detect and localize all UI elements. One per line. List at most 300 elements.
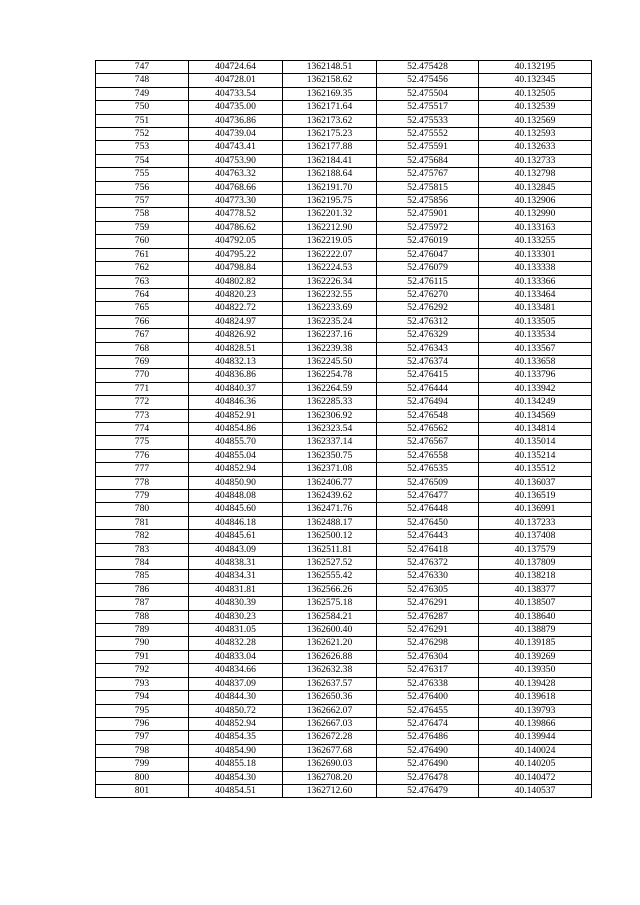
point-number-cell: 768 [96,342,189,355]
point-number-cell: 781 [96,516,189,529]
table-row [96,704,592,717]
x-coordinate-cell: 404843.09 [189,543,283,556]
y-coordinate-cell: 1362224.53 [283,262,377,275]
x-coordinate-cell: 404848.08 [189,490,283,503]
latitude-cell: 52.475856 [377,195,479,208]
x-coordinate-cell: 404852.94 [189,717,283,730]
x-coordinate-cell: 404822.72 [189,302,283,315]
point-number-cell: 747 [96,61,189,74]
table-row [96,691,592,704]
latitude-cell: 52.475552 [377,128,479,141]
point-number-cell: 787 [96,597,189,610]
longitude-cell: 40.132569 [479,114,592,127]
point-number-cell: 801 [96,784,189,797]
x-coordinate-cell: 404736.86 [189,114,283,127]
table-row [96,262,592,275]
longitude-cell: 40.133796 [479,369,592,382]
point-number-cell: 796 [96,717,189,730]
table-row [96,744,592,757]
point-number-cell: 790 [96,637,189,650]
y-coordinate-cell: 1362323.54 [283,422,377,435]
longitude-cell: 40.138377 [479,583,592,596]
table-row [96,329,592,342]
longitude-cell: 40.138640 [479,610,592,623]
point-number-cell: 748 [96,74,189,87]
table-row [96,275,592,288]
y-coordinate-cell: 1362169.35 [283,87,377,100]
y-coordinate-cell: 1362219.05 [283,235,377,248]
latitude-cell: 52.476548 [377,409,479,422]
point-number-cell: 800 [96,771,189,784]
point-number-cell: 761 [96,248,189,261]
point-number-cell: 753 [96,141,189,154]
point-number-cell: 769 [96,355,189,368]
x-coordinate-cell: 404836.86 [189,369,283,382]
x-coordinate-cell: 404840.37 [189,382,283,395]
point-number-cell: 792 [96,664,189,677]
table-row [96,422,592,435]
longitude-cell: 40.139618 [479,691,592,704]
point-number-cell: 791 [96,650,189,663]
y-coordinate-cell: 1362672.28 [283,731,377,744]
table-row [96,557,592,570]
y-coordinate-cell: 1362195.75 [283,195,377,208]
latitude-cell: 52.475533 [377,114,479,127]
table-row [96,409,592,422]
x-coordinate-cell: 404837.09 [189,677,283,690]
longitude-cell: 40.133163 [479,221,592,234]
y-coordinate-cell: 1362637.57 [283,677,377,690]
x-coordinate-cell: 404854.86 [189,422,283,435]
longitude-cell: 40.132798 [479,168,592,181]
y-coordinate-cell: 1362371.08 [283,463,377,476]
y-coordinate-cell: 1362285.33 [283,396,377,409]
x-coordinate-cell: 404826.92 [189,329,283,342]
y-coordinate-cell: 1362237.16 [283,329,377,342]
x-coordinate-cell: 404743.41 [189,141,283,154]
latitude-cell: 52.475456 [377,74,479,87]
point-number-cell: 770 [96,369,189,382]
x-coordinate-cell: 404855.04 [189,449,283,462]
longitude-cell: 40.137408 [479,530,592,543]
latitude-cell: 52.475815 [377,181,479,194]
y-coordinate-cell: 1362712.60 [283,784,377,797]
y-coordinate-cell: 1362254.78 [283,369,377,382]
latitude-cell: 52.476444 [377,382,479,395]
x-coordinate-cell: 404724.64 [189,61,283,74]
x-coordinate-cell: 404855.70 [189,436,283,449]
y-coordinate-cell: 1362201.32 [283,208,377,221]
latitude-cell: 52.476292 [377,302,479,315]
latitude-cell: 52.476535 [377,463,479,476]
x-coordinate-cell: 404795.22 [189,248,283,261]
point-number-cell: 780 [96,503,189,516]
y-coordinate-cell: 1362239.38 [283,342,377,355]
longitude-cell: 40.132505 [479,87,592,100]
table-row [96,87,592,100]
latitude-cell: 52.475684 [377,154,479,167]
y-coordinate-cell: 1362173.62 [283,114,377,127]
coordinate-table-body [96,61,592,798]
point-number-cell: 762 [96,262,189,275]
table-row [96,731,592,744]
longitude-cell: 40.133534 [479,329,592,342]
latitude-cell: 52.476479 [377,784,479,797]
y-coordinate-cell: 1362148.51 [283,61,377,74]
latitude-cell: 52.476115 [377,275,479,288]
x-coordinate-cell: 404832.13 [189,355,283,368]
coordinate-table [95,60,592,798]
longitude-cell: 40.133567 [479,342,592,355]
longitude-cell: 40.132195 [479,61,592,74]
y-coordinate-cell: 1362708.20 [283,771,377,784]
x-coordinate-cell: 404763.32 [189,168,283,181]
longitude-cell: 40.134569 [479,409,592,422]
y-coordinate-cell: 1362662.07 [283,704,377,717]
x-coordinate-cell: 404768.66 [189,181,283,194]
point-number-cell: 749 [96,87,189,100]
table-row [96,288,592,301]
x-coordinate-cell: 404846.36 [189,396,283,409]
y-coordinate-cell: 1362233.69 [283,302,377,315]
point-number-cell: 776 [96,449,189,462]
y-coordinate-cell: 1362626.88 [283,650,377,663]
x-coordinate-cell: 404846.18 [189,516,283,529]
latitude-cell: 52.476291 [377,624,479,637]
point-number-cell: 767 [96,329,189,342]
x-coordinate-cell: 404735.00 [189,101,283,114]
y-coordinate-cell: 1362439.62 [283,490,377,503]
x-coordinate-cell: 404828.51 [189,342,283,355]
point-number-cell: 777 [96,463,189,476]
latitude-cell: 52.476343 [377,342,479,355]
x-coordinate-cell: 404854.30 [189,771,283,784]
point-number-cell: 759 [96,221,189,234]
latitude-cell: 52.476450 [377,516,479,529]
longitude-cell: 40.137233 [479,516,592,529]
x-coordinate-cell: 404845.60 [189,503,283,516]
latitude-cell: 52.476047 [377,248,479,261]
longitude-cell: 40.139866 [479,717,592,730]
longitude-cell: 40.133255 [479,235,592,248]
table-row [96,677,592,690]
latitude-cell: 52.476415 [377,369,479,382]
y-coordinate-cell: 1362212.90 [283,221,377,234]
x-coordinate-cell: 404833.04 [189,650,283,663]
x-coordinate-cell: 404854.51 [189,784,283,797]
table-row [96,597,592,610]
latitude-cell: 52.476478 [377,771,479,784]
table-row [96,168,592,181]
y-coordinate-cell: 1362175.23 [283,128,377,141]
x-coordinate-cell: 404838.31 [189,557,283,570]
point-number-cell: 766 [96,315,189,328]
y-coordinate-cell: 1362245.50 [283,355,377,368]
table-row [96,101,592,114]
longitude-cell: 40.132593 [479,128,592,141]
point-number-cell: 752 [96,128,189,141]
longitude-cell: 40.133481 [479,302,592,315]
latitude-cell: 52.476298 [377,637,479,650]
x-coordinate-cell: 404802.82 [189,275,283,288]
longitude-cell: 40.139428 [479,677,592,690]
x-coordinate-cell: 404834.66 [189,664,283,677]
longitude-cell: 40.133338 [479,262,592,275]
x-coordinate-cell: 404820.23 [189,288,283,301]
latitude-cell: 52.476455 [377,704,479,717]
longitude-cell: 40.136519 [479,490,592,503]
y-coordinate-cell: 1362621.20 [283,637,377,650]
longitude-cell: 40.132845 [479,181,592,194]
longitude-cell: 40.137579 [479,543,592,556]
longitude-cell: 40.133301 [479,248,592,261]
longitude-cell: 40.132345 [479,74,592,87]
table-row [96,543,592,556]
x-coordinate-cell: 404824.97 [189,315,283,328]
latitude-cell: 52.476305 [377,583,479,596]
y-coordinate-cell: 1362500.12 [283,530,377,543]
point-number-cell: 756 [96,181,189,194]
longitude-cell: 40.133505 [479,315,592,328]
point-number-cell: 760 [96,235,189,248]
table-row [96,235,592,248]
y-coordinate-cell: 1362337.14 [283,436,377,449]
latitude-cell: 52.475428 [377,61,479,74]
longitude-cell: 40.136991 [479,503,592,516]
table-row [96,650,592,663]
coordinate-table-container [95,60,591,798]
x-coordinate-cell: 404850.72 [189,704,283,717]
table-row [96,248,592,261]
longitude-cell: 40.140024 [479,744,592,757]
y-coordinate-cell: 1362650.36 [283,691,377,704]
longitude-cell: 40.134249 [479,396,592,409]
longitude-cell: 40.137809 [479,557,592,570]
y-coordinate-cell: 1362350.75 [283,449,377,462]
point-number-cell: 784 [96,557,189,570]
latitude-cell: 52.476567 [377,436,479,449]
latitude-cell: 52.476443 [377,530,479,543]
table-row [96,221,592,234]
y-coordinate-cell: 1362232.55 [283,288,377,301]
longitude-cell: 40.140205 [479,758,592,771]
table-row [96,355,592,368]
latitude-cell: 52.476477 [377,490,479,503]
latitude-cell: 52.475591 [377,141,479,154]
x-coordinate-cell: 404728.01 [189,74,283,87]
point-number-cell: 772 [96,396,189,409]
table-row [96,436,592,449]
point-number-cell: 782 [96,530,189,543]
y-coordinate-cell: 1362632.38 [283,664,377,677]
x-coordinate-cell: 404832.28 [189,637,283,650]
latitude-cell: 52.476338 [377,677,479,690]
latitude-cell: 52.476448 [377,503,479,516]
latitude-cell: 52.476486 [377,731,479,744]
point-number-cell: 774 [96,422,189,435]
y-coordinate-cell: 1362677.68 [283,744,377,757]
table-row [96,758,592,771]
latitude-cell: 52.475504 [377,87,479,100]
point-number-cell: 750 [96,101,189,114]
point-number-cell: 789 [96,624,189,637]
y-coordinate-cell: 1362667.03 [283,717,377,730]
latitude-cell: 52.476291 [377,597,479,610]
x-coordinate-cell: 404739.04 [189,128,283,141]
y-coordinate-cell: 1362555.42 [283,570,377,583]
x-coordinate-cell: 404733.54 [189,87,283,100]
longitude-cell: 40.134814 [479,422,592,435]
longitude-cell: 40.135214 [479,449,592,462]
longitude-cell: 40.132539 [479,101,592,114]
table-row [96,369,592,382]
table-row [96,664,592,677]
table-row [96,610,592,623]
point-number-cell: 751 [96,114,189,127]
table-row [96,195,592,208]
longitude-cell: 40.132906 [479,195,592,208]
point-number-cell: 771 [96,382,189,395]
latitude-cell: 52.476317 [377,664,479,677]
latitude-cell: 52.476329 [377,329,479,342]
point-number-cell: 798 [96,744,189,757]
longitude-cell: 40.139269 [479,650,592,663]
x-coordinate-cell: 404854.35 [189,731,283,744]
point-number-cell: 799 [96,758,189,771]
latitude-cell: 52.476494 [377,396,479,409]
longitude-cell: 40.140472 [479,771,592,784]
x-coordinate-cell: 404852.91 [189,409,283,422]
longitude-cell: 40.139185 [479,637,592,650]
table-row [96,624,592,637]
y-coordinate-cell: 1362600.40 [283,624,377,637]
y-coordinate-cell: 1362222.07 [283,248,377,261]
point-number-cell: 778 [96,476,189,489]
latitude-cell: 52.475767 [377,168,479,181]
table-row [96,637,592,650]
point-number-cell: 783 [96,543,189,556]
x-coordinate-cell: 404850.90 [189,476,283,489]
longitude-cell: 40.132990 [479,208,592,221]
y-coordinate-cell: 1362188.64 [283,168,377,181]
x-coordinate-cell: 404831.05 [189,624,283,637]
point-number-cell: 754 [96,154,189,167]
x-coordinate-cell: 404852.94 [189,463,283,476]
y-coordinate-cell: 1362527.52 [283,557,377,570]
y-coordinate-cell: 1362406.77 [283,476,377,489]
latitude-cell: 52.476304 [377,650,479,663]
y-coordinate-cell: 1362235.24 [283,315,377,328]
y-coordinate-cell: 1362306.92 [283,409,377,422]
point-number-cell: 795 [96,704,189,717]
point-number-cell: 786 [96,583,189,596]
x-coordinate-cell: 404830.39 [189,597,283,610]
point-number-cell: 779 [96,490,189,503]
y-coordinate-cell: 1362488.17 [283,516,377,529]
point-number-cell: 763 [96,275,189,288]
x-coordinate-cell: 404792.05 [189,235,283,248]
table-row [96,490,592,503]
point-number-cell: 758 [96,208,189,221]
longitude-cell: 40.135512 [479,463,592,476]
table-row [96,516,592,529]
point-number-cell: 775 [96,436,189,449]
longitude-cell: 40.138218 [479,570,592,583]
table-row [96,114,592,127]
latitude-cell: 52.476019 [377,235,479,248]
latitude-cell: 52.476372 [377,557,479,570]
point-number-cell: 794 [96,691,189,704]
latitude-cell: 52.476418 [377,543,479,556]
x-coordinate-cell: 404845.61 [189,530,283,543]
longitude-cell: 40.133658 [479,355,592,368]
latitude-cell: 52.476079 [377,262,479,275]
longitude-cell: 40.135014 [479,436,592,449]
point-number-cell: 764 [96,288,189,301]
latitude-cell: 52.476374 [377,355,479,368]
longitude-cell: 40.138507 [479,597,592,610]
longitude-cell: 40.133942 [479,382,592,395]
latitude-cell: 52.476509 [377,476,479,489]
y-coordinate-cell: 1362690.03 [283,758,377,771]
y-coordinate-cell: 1362471.76 [283,503,377,516]
table-row [96,154,592,167]
table-row [96,784,592,797]
table-row [96,208,592,221]
x-coordinate-cell: 404786.62 [189,221,283,234]
table-row [96,61,592,74]
y-coordinate-cell: 1362184.41 [283,154,377,167]
longitude-cell: 40.140537 [479,784,592,797]
table-row [96,302,592,315]
latitude-cell: 52.476287 [377,610,479,623]
table-row [96,382,592,395]
table-row [96,570,592,583]
y-coordinate-cell: 1362177.88 [283,141,377,154]
table-row [96,530,592,543]
x-coordinate-cell: 404855.18 [189,758,283,771]
latitude-cell: 52.476270 [377,288,479,301]
y-coordinate-cell: 1362511.81 [283,543,377,556]
latitude-cell: 52.476490 [377,758,479,771]
latitude-cell: 52.475901 [377,208,479,221]
x-coordinate-cell: 404773.30 [189,195,283,208]
y-coordinate-cell: 1362264.59 [283,382,377,395]
table-row [96,449,592,462]
latitude-cell: 52.476562 [377,422,479,435]
x-coordinate-cell: 404778.52 [189,208,283,221]
x-coordinate-cell: 404753.90 [189,154,283,167]
table-row [96,315,592,328]
table-row [96,128,592,141]
table-row [96,74,592,87]
longitude-cell: 40.139944 [479,731,592,744]
longitude-cell: 40.139793 [479,704,592,717]
y-coordinate-cell: 1362566.26 [283,583,377,596]
longitude-cell: 40.136037 [479,476,592,489]
longitude-cell: 40.132733 [479,154,592,167]
latitude-cell: 52.476312 [377,315,479,328]
y-coordinate-cell: 1362226.34 [283,275,377,288]
point-number-cell: 755 [96,168,189,181]
table-row [96,717,592,730]
table-row [96,181,592,194]
table-row [96,476,592,489]
latitude-cell: 52.476330 [377,570,479,583]
x-coordinate-cell: 404798.84 [189,262,283,275]
point-number-cell: 773 [96,409,189,422]
point-number-cell: 757 [96,195,189,208]
